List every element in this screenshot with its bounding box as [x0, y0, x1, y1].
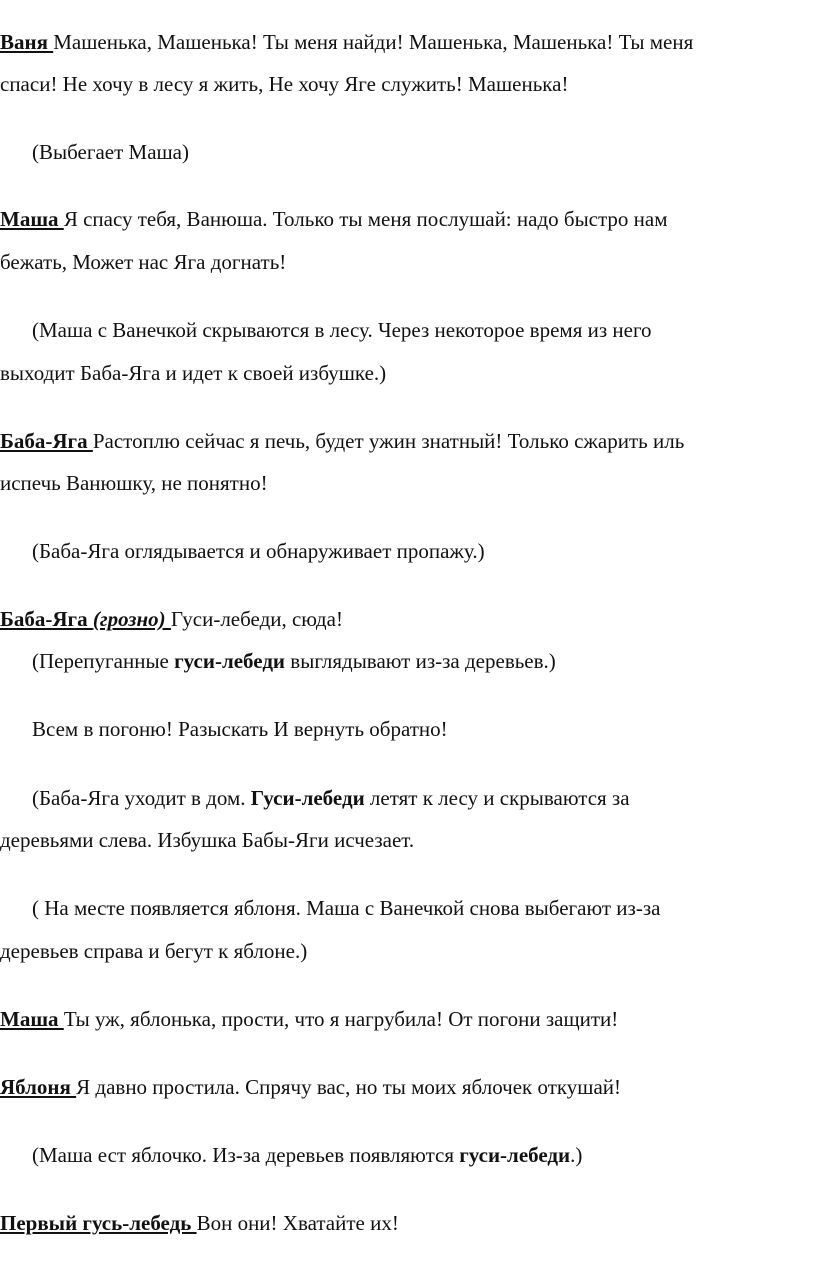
dialogue-line	[0, 1005, 618, 1033]
stage-direction-text: .)	[570, 1143, 583, 1167]
stage-direction-text: деревьев справа и бегут к яблоне.)	[0, 939, 308, 963]
stage-direction	[32, 316, 652, 344]
dialogue-text: испечь Ванюшку, не понятно!	[0, 471, 268, 495]
speaker-name: Яблоня	[0, 1075, 77, 1099]
dialogue-text: Я спасу тебя, Ванюша. Только ты меня послушай: надо быстро нам	[63, 207, 668, 231]
dialogue-text: Ты уж, яблонька, прости, что я нагрубила! От погони защити!	[63, 1007, 619, 1031]
stage-direction	[32, 647, 556, 675]
dialogue-text: Гуси-лебеди, сюда!	[170, 607, 343, 631]
dialogue-line	[0, 28, 693, 56]
stage-direction-text: (Баба-Яга уходит в дом.	[32, 786, 251, 810]
dialogue-line	[0, 469, 268, 497]
stage-direction	[32, 894, 660, 922]
character-name: гуси-лебеди	[459, 1143, 571, 1167]
dialogue-line	[0, 248, 286, 276]
stage-direction-text: (Перепуганные	[32, 649, 175, 673]
dialogue-text: бежать, Может нас Яга догнать!	[0, 250, 287, 274]
dialogue-line	[0, 205, 668, 233]
speaker-name: Ваня	[0, 30, 54, 54]
stage-direction	[32, 1141, 582, 1169]
speaker-name: Баба-Яга	[0, 607, 93, 631]
dialogue-line	[0, 70, 568, 98]
stage-direction-text: выглядывают из-за деревьев.)	[285, 649, 556, 673]
dialogue-text: Вон они! Хватайте их!	[196, 1211, 399, 1235]
dialogue-text: Я давно простила. Спрячу вас, но ты моих яблочек откушай!	[76, 1075, 622, 1099]
stage-direction	[32, 138, 189, 166]
stage-direction-text: (Выбегает Маша)	[32, 140, 189, 164]
stage-direction-text: деревьями слева. Избушка Бабы-Яги исчезает.	[0, 828, 415, 852]
dialogue-line	[32, 715, 448, 743]
stage-direction-text: выходит Баба-Яга и идет к своей избушке.)	[0, 361, 387, 385]
stage-direction-text: (Баба-Яга оглядывается и обнаруживает пропажу.)	[32, 539, 485, 563]
dialogue-text: Машенька, Машенька! Ты меня найди! Машенька, Машенька! Ты меня	[53, 30, 694, 54]
stage-direction-text: ( На месте появляется яблоня. Маша с Ванечкой снова выбегают из-за	[32, 896, 661, 920]
stage-direction-text: (Маша ест яблочко. Из-за деревьев появляются	[32, 1143, 460, 1167]
dialogue-text: спаси! Не хочу в лесу я жить, Не хочу Яге служить! Машенька!	[0, 72, 569, 96]
speaker-name: Первый гусь-лебедь	[0, 1211, 197, 1235]
character-name: Гуси-лебеди	[250, 786, 365, 810]
speaker-name: Маша	[0, 1007, 64, 1031]
stage-direction-text: (Маша с Ванечкой скрываются в лесу. Через некоторое время из него	[32, 318, 652, 342]
stage-direction-text: летят к лесу и скрываются за	[364, 786, 630, 810]
stage-direction	[32, 784, 630, 812]
dialogue-line	[0, 605, 343, 633]
dialogue-text: Растоплю сейчас я печь, будет ужин знатный! Только сжарить иль	[92, 429, 685, 453]
dialogue-line	[0, 1209, 399, 1237]
stage-direction	[0, 826, 414, 854]
stage-direction	[0, 359, 386, 387]
character-name: гуси-лебеди	[174, 649, 286, 673]
dialogue-text: Всем в погоню! Разыскать И вернуть обратно!	[32, 717, 448, 741]
stage-direction	[0, 937, 307, 965]
speaker-name: Баба-Яга	[0, 429, 93, 453]
speaker-name: Маша	[0, 207, 64, 231]
stage-direction	[32, 537, 485, 565]
speaker-direction: (грозно)	[92, 607, 171, 631]
dialogue-line	[0, 427, 684, 455]
dialogue-line	[0, 1073, 621, 1101]
